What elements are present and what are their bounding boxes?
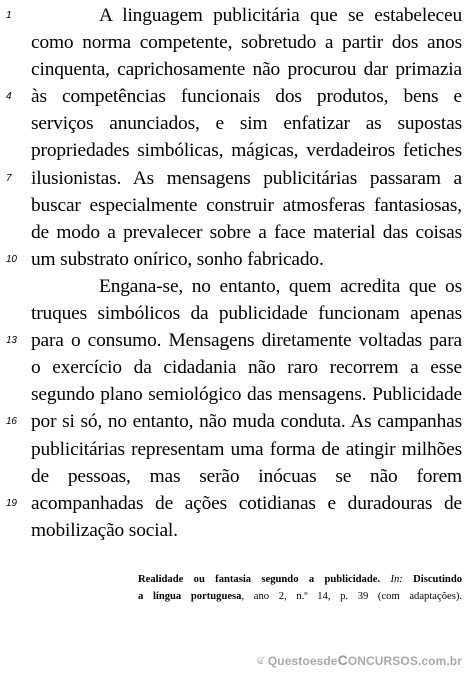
line-number: 7 — [6, 172, 12, 184]
watermark-part: .com.br — [417, 654, 462, 668]
text-line — [6, 490, 462, 517]
source-citation — [138, 571, 462, 605]
text-line — [31, 381, 462, 408]
line-text: propriedades simbólicas, mágicas, verdadeiros fetiches — [31, 140, 462, 162]
citation-in: In: — [390, 574, 403, 585]
line-text: A linguagem publicitária que se estabeleceu — [99, 5, 462, 26]
text-line — [31, 300, 462, 327]
line-text: ilusionistas. As mensagens publicitárias passaram a — [31, 167, 462, 189]
citation-source-cont: a língua portuguesa — [138, 591, 242, 602]
text-line — [31, 436, 462, 463]
line-text: serviços anunciados, e sim enfatizar as supostas — [31, 113, 462, 135]
line-text: para o consumo. Mensagens diretamente voltadas para — [31, 330, 462, 352]
line-text: acompanhadas de ações cotidianas e duradouras de — [31, 492, 462, 514]
line-text: o exercício da cidadania não raro recorrem a esse — [31, 357, 462, 379]
watermark-part: ONCURSOS — [347, 654, 418, 668]
text-line — [6, 165, 462, 192]
line-number: 10 — [6, 253, 17, 265]
citation-source: Discutindo — [413, 574, 463, 585]
line-text: um substrato onírico, sonho fabricado. — [31, 248, 324, 270]
text-line — [31, 273, 462, 300]
line-text: mobilização social. — [31, 519, 178, 541]
text-line — [31, 29, 462, 56]
watermark-part: Questoes — [267, 654, 324, 668]
line-number: 19 — [6, 497, 17, 509]
text-line — [31, 56, 462, 83]
citation-rest: , ano 2, n.º 14, p. 39 (com adaptações). — [241, 591, 462, 602]
citation-line — [138, 571, 462, 588]
text-line — [31, 192, 462, 219]
text-line — [6, 327, 462, 354]
citation-title: Realidade ou fantasia segundo a publicidade. — [138, 574, 381, 585]
text-column — [6, 2, 462, 544]
line-text: às competências funcionais dos produtos, bens e — [31, 86, 462, 108]
watermark-part: C — [337, 652, 348, 668]
text-line — [31, 463, 462, 490]
line-number: 4 — [6, 91, 12, 103]
text-line — [6, 2, 462, 29]
line-text: como norma competente, sobretudo a partir dos anos — [31, 32, 462, 54]
watermark-part: de — [323, 654, 338, 668]
text-line — [31, 137, 462, 164]
text-line — [31, 219, 462, 246]
text-line — [6, 83, 462, 110]
line-text: de pessoas, mas serão inócuas se não forem — [31, 465, 462, 487]
text-line — [6, 246, 462, 273]
text-line — [31, 517, 462, 544]
line-text: publicitárias representam uma forma de atingir milhões — [31, 438, 462, 460]
watermark-logo-icon — [256, 645, 266, 675]
line-number: 13 — [6, 335, 17, 347]
line-text: de modo a prevalecer sobre a face material das coisas — [31, 221, 462, 243]
line-text: buscar especialmente construir atmosferas fantasiosas, — [31, 194, 462, 216]
line-text: Engana-se, no entanto, quem acredita que os — [99, 275, 462, 297]
watermark-text — [268, 652, 462, 668]
line-text: por si só, no entanto, não muda conduta. As campanhas — [31, 411, 462, 433]
line-text: truques simbólicos da publicidade funcionam apenas — [31, 303, 462, 325]
text-line — [31, 110, 462, 137]
watermark — [256, 643, 462, 677]
line-number: 1 — [6, 10, 12, 21]
line-text: segundo plano semiológico das mensagens. Publicidade — [31, 384, 462, 406]
citation-line — [138, 588, 462, 605]
line-number: 16 — [6, 416, 17, 428]
text-line — [6, 408, 462, 435]
line-text: cinquenta, caprichosamente não procurou dar primazia — [31, 59, 462, 81]
text-line — [31, 354, 462, 381]
